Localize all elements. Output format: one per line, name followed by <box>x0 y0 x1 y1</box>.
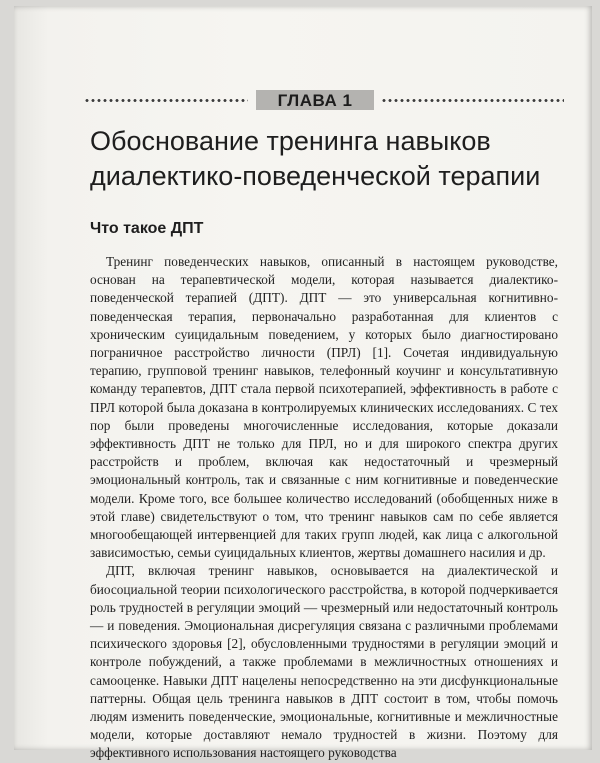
section-heading: Что такое ДПТ <box>90 220 204 237</box>
paragraph-2: ДПТ, включая тренинг навыков, основывается на диалектической и биосоциальной теории психологического расстройства, в которой подчеркивается роль трудностей в регуляции эмоций — чрезмерный или недостаточный контроль — и поведения. Эмоциональная дисрегуляция связана с различными проблемами психического здоровья [2], обусловленными трудностями в регуляции эмоций и контроле побуждений, а также проблемами в межличностных отношениях и самооценке. Навыки ДПТ нацелены непосредственно на эти дисфункциональные паттерны. Общая цель тренинга навыков в ДПТ состоит в том, чтобы помочь людям изменить поведенческие, эмоциональные, когнитивные и межличностные модели, которые доставляют немало трудностей в жизни. Поэтому для эффективного использования настоящего руководства <box>90 563 558 761</box>
chapter-title <box>90 124 570 194</box>
dotted-rule-left <box>84 99 248 102</box>
chapter-header-bar <box>84 90 564 110</box>
body-text <box>90 253 558 763</box>
paragraph-1: Тренинг поведенческих навыков, описанный в настоящем руководстве, основан на терапевтической модели, которая называется диалектико-поведенческой терапией (ДПТ). ДПТ — это универсальная когнитивно-поведенческая терапия, первоначально разработанная для клиентов с хроническим суицидальным поведением, у которых было диагностировано пограничное расстройство личности (ПРЛ) [1]. Сочетая индивидуальную терапию, групповой тренинг навыков, телефонный коучинг и консультативную команду терапевтов, ДПТ стала первой психотерапией, эффективность в работе с ПРЛ которой была доказана в контролируемых клинических исследованиях. С тех пор были проведены многочисленные исследования, которые доказали эффективность ДПТ не только для ПРЛ, но и для широкого спектра других расстройств и проблем, включая как недостаточный и чрезмерный эмоциональный контроль, так и связанные с ним когнитивные и поведенческие модели. Кроме того, все большее количество исследований (обобщенных ниже в этой главе) свидетельствуют о том, что тренинг навыков сам по себе является многообещающей интервенцией для таких групп людей, как лица с алкогольной зависимостью, семьи суицидальных клиентов, жертвы домашнего насилия и др. <box>90 254 558 561</box>
dotted-rule-right <box>381 99 564 102</box>
chapter-label: ГЛАВА 1 <box>256 90 374 110</box>
chapter-title-line-2: диалектико-поведенческой терапии <box>90 161 541 191</box>
book-page <box>14 6 592 761</box>
chapter-title-line-1: Обоснование тренинга навыков <box>90 126 491 156</box>
